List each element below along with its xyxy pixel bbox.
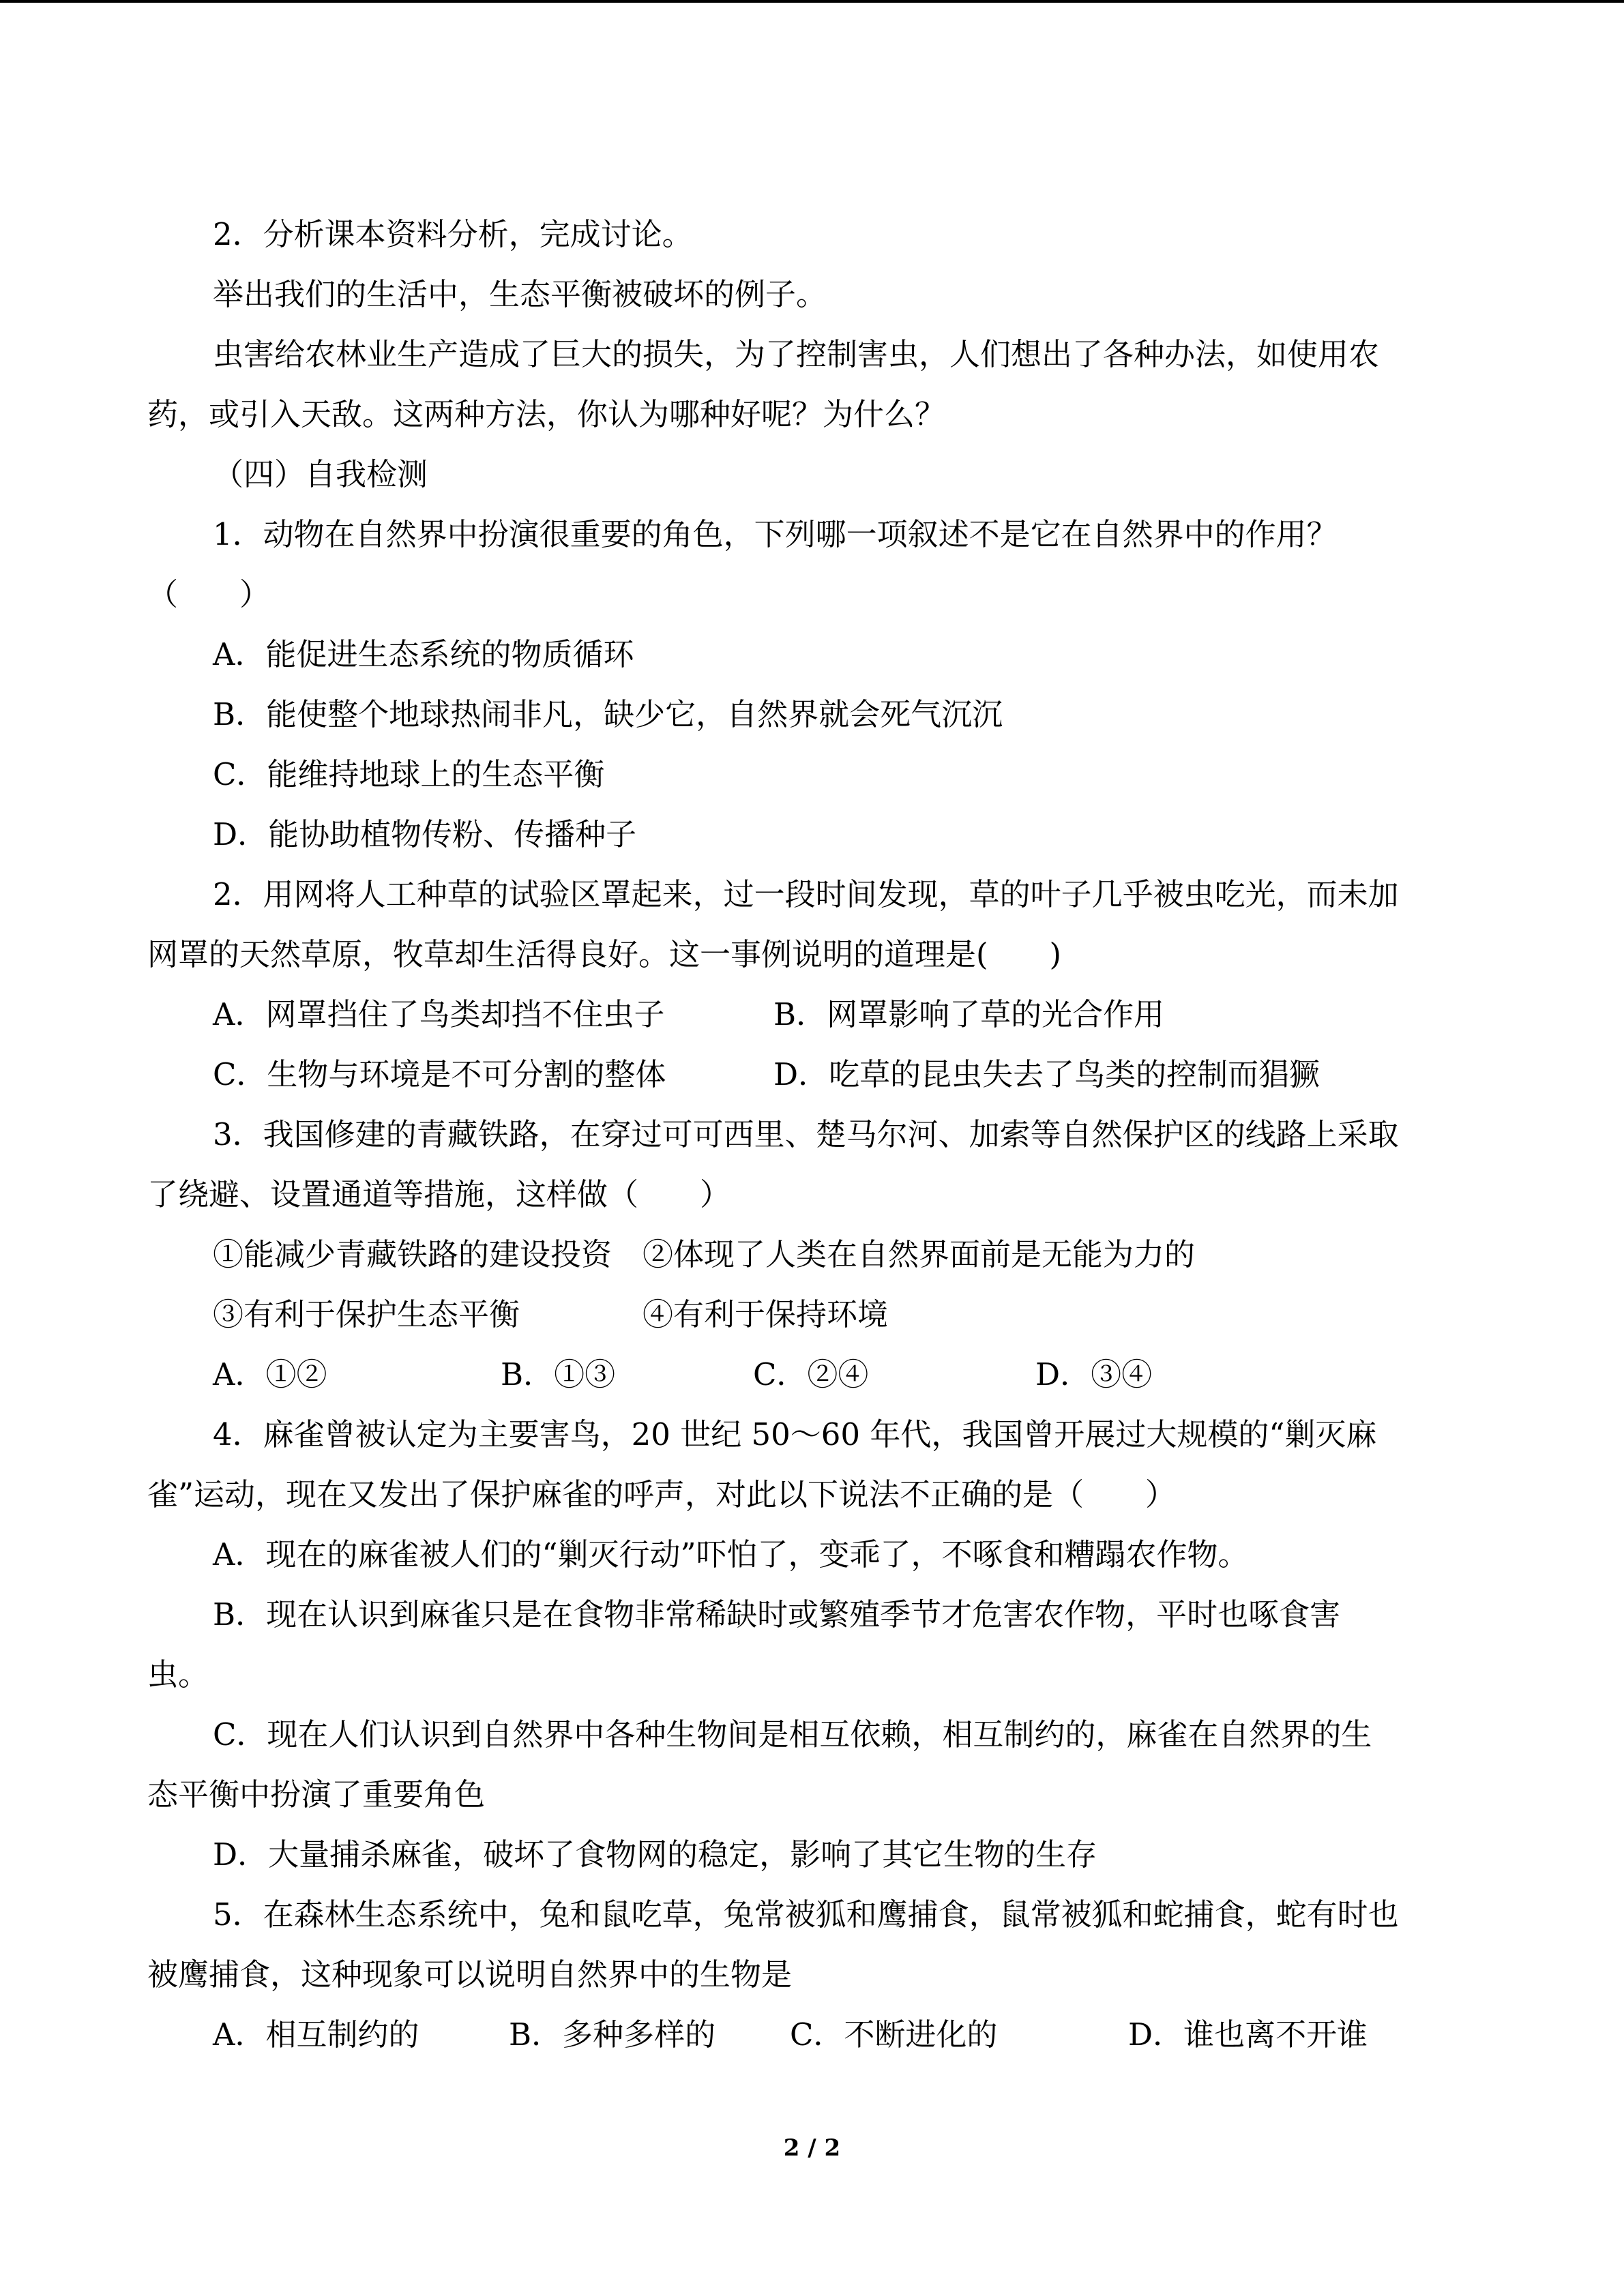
option-a: A．能促进生态系统的物质循环: [213, 636, 634, 672]
question-stem-continued: 雀”运动，现在又发出了保护麻雀的呼声，对此以下说法不正确的是（ ）: [147, 1476, 1177, 1512]
question-stem-continued: 网罩的天然草原，牧草却生活得良好。这一事例说明的道理是( ): [147, 936, 1062, 972]
options-row: [147, 1045, 1477, 1105]
question-stem: 4．麻雀曾被认定为主要害鸟，20 世纪 50～60 年代，我国曾开展过大规模的“剿灭麻: [213, 1416, 1377, 1452]
question-stem-continued: 被鹰捕食，这种现象可以说明自然界中的生物是: [147, 1956, 793, 1993]
option-d: D．吃草的昆虫失去了鸟类的控制而猖獗: [773, 1056, 1320, 1092]
option-d: D．③④: [1035, 1356, 1153, 1392]
text-line: 2．分析课本资料分析，完成讨论。: [213, 216, 693, 252]
option-b: B．现在认识到麻雀只是在食物非常稀缺时或繁殖季节才危害农作物，平时也啄食害: [213, 1596, 1341, 1632]
options-row: [147, 985, 1477, 1045]
answer-blank: （ ）: [147, 576, 271, 612]
text-line: 药，或引入天敌。这两种方法，你认为哪种好呢？为什么？: [147, 396, 946, 432]
option-b: B．①③: [501, 1356, 616, 1392]
section-heading: （四）自我检测: [213, 456, 428, 492]
statement-4: ④有利于保持环境: [643, 1296, 889, 1332]
statements-row: [147, 1285, 1477, 1345]
option-c: C．现在人们认识到自然界中各种生物间是相互依赖，相互制约的，麻雀在自然界的生: [213, 1716, 1372, 1753]
option-a: A．①②: [213, 1356, 327, 1392]
question-3: [147, 1105, 1477, 1405]
question-2: [147, 865, 1477, 1105]
options-row: [147, 1345, 1477, 1405]
option-d: D．大量捕杀麻雀，破坏了食物网的稳定，影响了其它生物的生存: [213, 1836, 1097, 1873]
option-c: C．能维持地球上的生态平衡: [213, 756, 605, 792]
option-c: C．不断进化的: [790, 2016, 998, 2053]
option-c: C．②④: [753, 1356, 869, 1392]
option-a: A．现在的麻雀被人们的“剿灭行动”吓怕了，变乖了，不啄食和糟蹋农作物。: [213, 1536, 1249, 1572]
option-a: A．网罩挡住了鸟类却挡不住虫子: [213, 996, 665, 1032]
statement-3: ③有利于保护生态平衡: [213, 1296, 520, 1332]
statements-row: [147, 1225, 1477, 1285]
statement-2: ②体现了人类在自然界面前是无能为力的: [643, 1236, 1196, 1272]
question-stem: 2．用网将人工种草的试验区罩起来，过一段时间发现，草的叶子几乎被虫吃光，而未加: [213, 876, 1399, 912]
question-stem: 3．我国修建的青藏铁路，在穿过可可西里、楚马尔河、加索等自然保护区的线路上采取: [213, 1116, 1399, 1152]
question-5: [147, 1885, 1477, 2065]
top-border-line: [0, 0, 1624, 3]
option-c-continued: 态平衡中扮演了重要角色: [147, 1776, 486, 1813]
option-d: D．能协助植物传粉、传播种子: [213, 816, 637, 852]
page-number: 2 / 2: [783, 2134, 841, 2162]
question-4: [147, 1405, 1477, 1885]
option-b-continued: 虫。: [147, 1656, 209, 1693]
option-a: A．相互制约的: [213, 2016, 419, 2053]
option-d: D．谁也离不开谁: [1128, 2016, 1368, 2053]
statement-1: ①能减少青藏铁路的建设投资: [213, 1236, 612, 1272]
option-b: B．多种多样的: [509, 2016, 716, 2053]
question-stem: 5．在森林生态系统中，兔和鼠吃草，兔常被狐和鹰捕食，鼠常被狐和蛇捕食，蛇有时也: [213, 1896, 1399, 1933]
option-c: C．生物与环境是不可分割的整体: [213, 1056, 666, 1092]
question-1: [147, 505, 1477, 865]
text-line: 举出我们的生活中，生态平衡被破坏的例子。: [213, 276, 827, 312]
question-stem: 1．动物在自然界中扮演很重要的角色，下列哪一项叙述不是它在自然界中的作用？: [213, 516, 1338, 552]
option-b: B．能使整个地球热闹非凡，缺少它，自然界就会死气沉沉: [213, 696, 1003, 732]
document-body: [147, 205, 1477, 2065]
option-b: B．网罩影响了草的光合作用: [773, 996, 1165, 1032]
options-row: [147, 2005, 1477, 2065]
question-stem-continued: 了绕避、设置通道等措施，这样做（ ）: [147, 1176, 731, 1212]
text-line: 虫害给农林业生产造成了巨大的损失，为了控制害虫，人们想出了各种办法，如使用农: [213, 336, 1380, 372]
